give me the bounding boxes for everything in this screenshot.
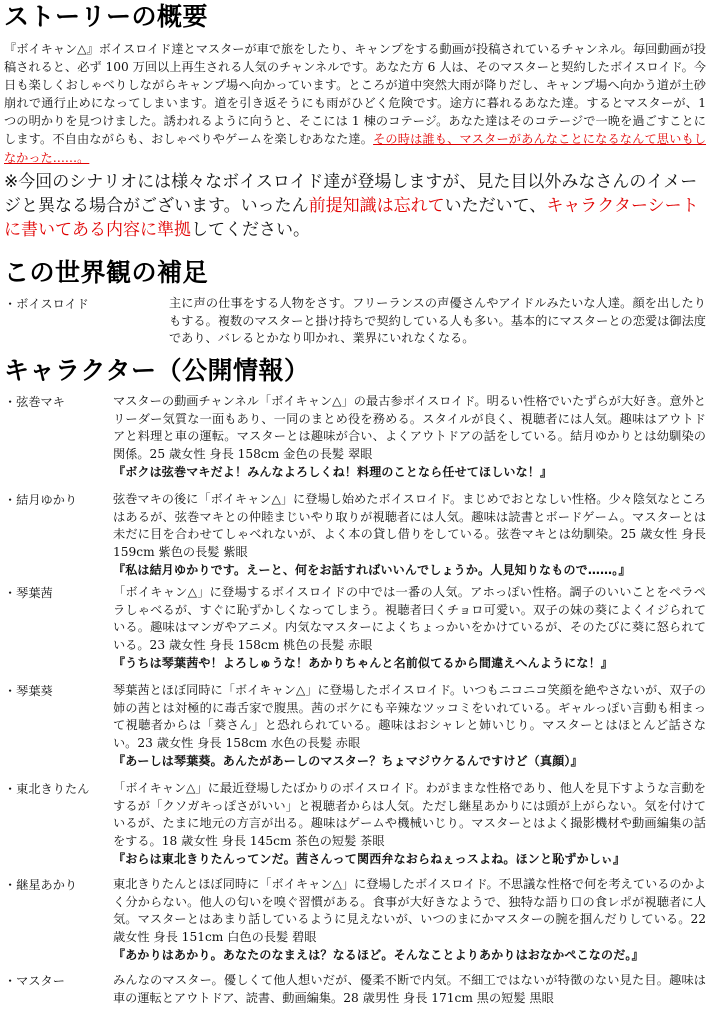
character-quote: 『私は結月ゆかりです。えーと、何をお話すればいいんでしょうか。人見知りなもので……。』 [113,563,631,578]
story-heading: ストーリーの概要 [4,2,209,31]
character-quote: 『おらは東北きりたんってンだ。茜さんって関西弁なおらねぇっスよね。ほンと恥ずかしぃ』 [113,852,626,867]
note-part2: いただいて、 [444,196,547,216]
character-name: ・東北きりたん [4,782,90,796]
story-body: 『ボイキャン△』ボイスロイド達とマスターが車で旅をしたり、キャンプをする動画が投稿されているチャンネル。毎回動画が投稿されると、必ず 100 万回以上再生される人気のチャンネルです。あなた方 6 人は、そのマスターと契約したボイスロイド。今日も楽しくおしゃべりしながらキャンプ場へ向かっています。ところが道中突然大雨が降りだし、キャンプ場へ向かう道が土砂崩れで通行止めになってしまいます。道を引き返そうにも雨がひどく危険です。途方に暮れるあなた達。するとマスターが、1 つの明かりを見つけました。誘われるように向うと、そこには 1 棟のコテージ。あなた達はそのコテージで一晩を過ごすことにします。不自由ながらも、おしゃべりやゲームを楽しむあなた達。 [4,42,706,147]
character-name: ・琴葉葵 [4,684,53,698]
story-emphasis: その時は誰も、マスターがあんなことになるなんて思いもしなかった……。 [4,132,707,165]
character-body: 弦巻マキの後に「ボイキャン△」に登場し始めたボイスロイド。まじめでおとなしい性格。少々陰気なところはあるが、弦巻マキとの仲睦まじいやり取りが視聴者には人気。趣味は読書とボードゲーム。マスターとは未だに目を合わせてしゃべれないが、よく本の貸し借りをしている。弦巻マキとは幼馴染。25 歳女性 身長 159cm 紫色の長髪 紫眼 [113,492,706,559]
note-part1: ※今回のシナリオには様々なボイスロイド達が登場しますが、見た目以外みなさんのイメージと異なる場合がございます。いったん [4,172,698,216]
character-body: 「ボイキャン△」に登場するボイスロイドの中では一番の人気。アホっぽい性格。調子のいいことをペラペラしゃべるが、すぐに恥ずかしくなってしまう。視聴者曰くチョロ可愛い。双子の妹の葵によくイジられている。趣味はマンガやアニメ。内気なマスターによくちょっかいをかけているが、そのたびに葵に怒られている。23 歳女性 身長 158cm 桃色の長髪 赤眼 [113,585,706,652]
character-quote: 『あーしは琴葉葵。あんたがあーしのマスター？ちょマジウケるんですけど（真顔）』 [113,754,583,769]
scenario-note [4,170,706,242]
character-quote: 『うちは琴葉茜や！よろしゅうな！あかりちゃんと名前似てるから間違えへんようにな！』 [113,656,613,671]
character-body: みんなのマスター。優しくて他人想いだが、優柔不断で内気。不細工ではないが特徴のない見た目。趣味は車の運転とアウトドア、読書、動画編集。28 歳男性 身長 171cm 黒の短髪 黒眼 [113,973,706,1005]
note-red1: 前提知識は忘れて [308,196,445,216]
character-name: ・琴葉茜 [4,586,53,600]
character-name: ・継星あかり [4,878,78,892]
character-description [113,584,706,672]
character-body: 琴葉茜とほぼ同時に「ボイキャン△」に登場したボイスロイド。いつもニコニコ笑顔を絶やさないが、双子の姉の茜とは対極的に毒舌家で腹黒。茜のボケにも辛辣なツッコミをいれている。ギャルっぽい言動も相まって視聴者からは「葵さん」と恐れられている。趣味はおシャレと姉いじり。マスターとはほとんど話さない。23 歳女性 身長 158cm 水色の長髪 赤眼 [113,683,706,750]
story-paragraph [4,40,706,167]
character-description [113,972,706,1007]
character-description [113,780,706,868]
characters-heading: キャラクター（公開情報） [4,356,310,385]
note-red2: キャラクターシートに書いてある内容に準拠 [4,196,699,240]
character-body: マスターの動画チャンネル「ボイキャン△」の最古参ボイスロイド。明るい性格でいたずらが大好き。意外とリーダー気質な一面もあり、一同のまとめ役を務める。スタイルが良く、視聴者には人気。趣味はアウトドアと料理と車の運転。マスターとは趣味が合い、よくアウトドアの話をしている。結月ゆかりとは幼馴染の関係。25 歳女性 身長 158cm 金色の長髪 翠眼 [113,394,706,461]
character-body: 「ボイキャン△」に最近登場したばかりのボイスロイド。わがままな性格であり、他人を見下すような言動をするが「クソガキっぽさがいい」と視聴者からは人気。ただし継星あかりには頭が上がらない。気を付けているが、たまに地元の方言が出る。趣味はゲームや機械いじり。マスターとはよく撮影機材や動画編集の話をする。18 歳女性 身長 145cm 茶色の短髪 茶眼 [113,781,706,848]
note-part3: してください。 [191,220,310,240]
character-description [113,393,706,481]
character-body: 東北きりたんとほぼ同時に「ボイキャン△」に登場したボイスロイド。不思議な性格で何を考えているのかよく分からない。他人の匂いを嗅ぐ習慣がある。食事が大好きなようで、独特な語り口の食レポが視聴者に人気。マスターとはあまり話しているように見えないが、いつのまにかマスターの腕を掴んだりしている。22 歳女性 身長 151cm 白色の長髪 碧眼 [113,877,706,944]
character-description [113,491,706,579]
character-description [113,876,706,964]
character-name: ・弦巻マキ [4,395,65,409]
world-body: 主に声の仕事をする人物をさす。フリーランスの声優さんやアイドルみたいな人達。顔を出したりもする。複数のマスターと掛け持ちで契約している人も多い。基本的にマスターとの恋愛は御法度であり、バレるとかなり叩かれ、業界にいれなくなる。 [169,296,706,346]
world-label: ・ボイスロイド [4,297,89,311]
character-quote: 『ボクは弦巻マキだよ！みんなよろしくね！料理のことなら任せてほしいな！』 [113,465,553,480]
world-heading: この世界観の補足 [4,258,209,287]
character-description [113,682,706,770]
character-name: ・マスター [4,974,65,988]
character-name: ・結月ゆかり [4,493,78,507]
character-quote: 『あかりはあかり。あなたのなまえは？なるほど。そんなことよりあかりはおなかぺこなのだ。』 [113,948,644,963]
